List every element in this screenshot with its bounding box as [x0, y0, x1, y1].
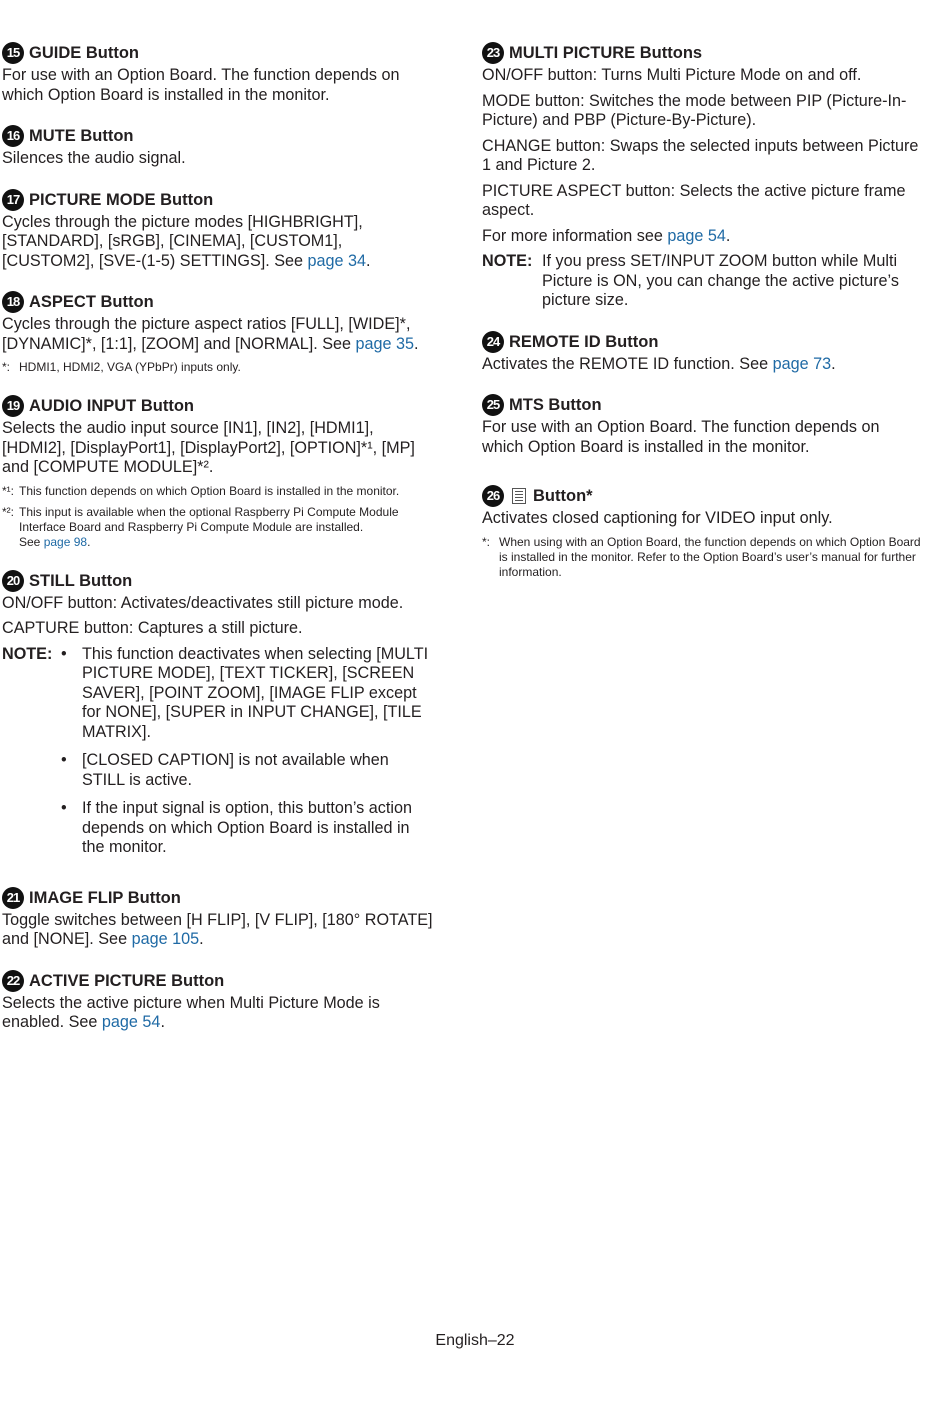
page-link[interactable]: page 34 [307, 251, 367, 270]
body-end: . [199, 930, 204, 948]
footnote-mark: *²: [2, 504, 14, 519]
heading-text: MUTE Button [29, 127, 134, 145]
body-text: For more information see [482, 226, 668, 245]
page-link[interactable]: page 73 [772, 354, 832, 373]
section-heading [2, 291, 434, 313]
note-label: NOTE: [2, 644, 53, 663]
section-body: Silences the audio signal. [2, 149, 186, 167]
number-badge: 26 [482, 485, 504, 507]
section-heading [2, 570, 434, 592]
section-aspect-button [2, 291, 434, 375]
heading-text: IMAGE FLIP Button [29, 888, 181, 907]
bullet-icon: • [61, 644, 67, 663]
page-link[interactable]: page 105 [131, 930, 200, 948]
body-end: . [366, 251, 371, 270]
section-audio-input-button [2, 395, 434, 550]
closed-caption-icon [512, 488, 526, 504]
heading-text: STILL Button [29, 571, 133, 590]
bullet-text: If the input signal is option, this button’s action depends on which Option Board is installed in the monitor. [82, 799, 412, 856]
section-heading [482, 42, 922, 64]
note-block [2, 645, 434, 867]
section-body [2, 315, 434, 354]
section-heading [482, 485, 922, 507]
bullet-text: [CLOSED CAPTION] is not available when STILL is active. [82, 751, 389, 789]
body-end: . [160, 1013, 165, 1031]
footnote-text: HDMI1, HDMI2, VGA (YPbPr) inputs only. [19, 360, 241, 374]
number-badge: 19 [2, 395, 24, 417]
footnote-end: . [87, 534, 91, 549]
number-badge: 21 [2, 887, 24, 909]
section-heading [2, 970, 434, 992]
section-heading [482, 394, 922, 416]
body-text: Toggle switches between [H FLIP], [V FLIP], [180° ROTATE] and [NONE]. See [2, 910, 433, 948]
footnote-mark: *: [482, 534, 491, 549]
page-link[interactable]: page 98 [43, 534, 88, 549]
number-badge: 24 [482, 331, 504, 353]
section-body: Activates closed captioning for VIDEO input only. [482, 509, 833, 527]
section-body [482, 227, 922, 247]
section-remote-id-button [482, 331, 922, 375]
heading-text: ACTIVE PICTURE Button [29, 971, 225, 990]
bullet-text: This function deactivates when selecting [MULTI PICTURE MODE], [TEXT TICKER], [SCREEN SAVER], [POINT ZOOM], [IMAGE FLIP except for NONE], [SUPER in INPUT CHANGE], [TILE MATRIX]. [82, 644, 429, 741]
body-end: . [831, 354, 836, 373]
section-body: For use with an Option Board. The function depends on which Option Board is installed in the monitor. [2, 66, 400, 104]
footnote [2, 505, 434, 550]
section-heading [2, 887, 434, 909]
note-bullets [61, 645, 434, 867]
heading-text: Button* [533, 487, 593, 505]
note-text: If you press SET/INPUT ZOOM button while Multi Picture is ON, you can change the active picture’s picture size. [542, 252, 899, 309]
section-body [2, 994, 434, 1033]
section-body [482, 355, 922, 375]
section-heading [2, 395, 434, 417]
section-heading [2, 189, 434, 211]
body-end: . [414, 334, 419, 353]
section-caption-button [482, 485, 922, 580]
footnote [482, 535, 922, 580]
section-mute-button [2, 125, 434, 169]
body-text: Activates the REMOTE ID function. See [482, 354, 773, 373]
section-heading [2, 42, 434, 64]
note-block [482, 252, 922, 311]
footnote-text: When using with an Option Board, the function depends on which Option Board is installed in the monitor. Refer to the Option Board’s user’s manual for further information. [499, 534, 921, 579]
footnote-text: This function depends on which Option Board is installed in the monitor. [19, 483, 400, 498]
section-body: CAPTURE button: Captures a still picture. [2, 619, 303, 637]
number-badge: 16 [2, 125, 24, 147]
body-end: . [725, 226, 731, 245]
section-body: PICTURE ASPECT button: Selects the active picture frame aspect. [482, 181, 906, 219]
section-body: MODE button: Switches the mode between PIP (Picture-In-Picture) and PBP (Picture-By-Picture). [482, 91, 907, 129]
section-multi-picture-buttons [482, 42, 922, 311]
number-badge: 18 [2, 291, 24, 313]
section-heading [2, 125, 434, 147]
body-text: Cycles through the picture aspect ratios [FULL], [WIDE]*, [DYNAMIC]*, [1:1], [ZOOM] and [NORMAL]. See [2, 315, 411, 353]
section-body: ON/OFF button: Activates/deactivates still picture mode. [2, 593, 404, 612]
page-link[interactable]: page 54 [667, 226, 726, 245]
section-picture-mode-button [2, 189, 434, 272]
section-active-picture-button [2, 970, 434, 1033]
footnote-see: See [19, 534, 44, 549]
section-mts-button [482, 394, 922, 457]
number-badge: 20 [2, 570, 24, 592]
heading-text: ASPECT Button [29, 293, 154, 311]
section-body [2, 213, 434, 272]
heading-text: REMOTE ID Button [509, 332, 659, 351]
left-column [2, 42, 434, 1053]
number-badge: 25 [482, 394, 504, 416]
number-badge: 15 [2, 42, 24, 64]
page-footer: English–22 [435, 1332, 515, 1349]
heading-text: GUIDE Button [29, 44, 139, 62]
page-link[interactable]: page 54 [101, 1013, 161, 1031]
body-text: Cycles through the picture modes [HIGHBRIGHT], [STANDARD], [sRGB], [CINEMA], [CUSTOM1], [CUSTOM2], [SVE-(1-5) SETTINGS]. See [2, 212, 363, 270]
heading-text: MTS Button [509, 396, 602, 414]
body-text: Selects the active picture when Multi Picture Mode is enabled. See [2, 993, 380, 1031]
section-body: ON/OFF button: Turns Multi Picture Mode on and off. [482, 66, 862, 84]
bullet-icon: • [61, 799, 67, 817]
footnote-text [19, 505, 434, 550]
footnote-mark: *: [2, 360, 11, 374]
section-body: For use with an Option Board. The function depends on which Option Board is installed in the monitor. [482, 418, 880, 456]
section-body [2, 911, 434, 950]
footnote-mark: *¹: [2, 483, 14, 498]
section-heading [482, 331, 922, 353]
right-column [482, 42, 922, 600]
number-badge: 17 [2, 189, 24, 211]
number-badge: 22 [2, 970, 24, 992]
section-guide-button [2, 42, 434, 105]
bullet-item [61, 751, 434, 790]
footnote-body: This input is available when the optional Raspberry Pi Compute Module Interface Board and Raspberry Pi Compute Module are installed. [19, 504, 399, 534]
section-body: Selects the audio input source [IN1], [IN2], [HDMI1], [HDMI2], [DisplayPort1], [DisplayPort2], [OPTION]*¹, [MP] and [COMPUTE MODULE]*². [2, 419, 415, 476]
section-image-flip-button [2, 887, 434, 950]
heading-text: MULTI PICTURE Buttons [509, 44, 703, 62]
number-badge: 23 [482, 42, 504, 64]
bullet-item [61, 645, 434, 743]
bullet-icon: • [61, 751, 67, 769]
footnote [2, 484, 434, 499]
page-link[interactable]: page 35 [355, 334, 415, 353]
heading-text: PICTURE MODE Button [29, 190, 214, 209]
footnote [2, 360, 434, 375]
bullet-item [61, 799, 434, 858]
heading-text: AUDIO INPUT Button [29, 397, 194, 415]
note-label: NOTE: [482, 252, 533, 270]
section-still-button [2, 570, 434, 867]
section-body: CHANGE button: Swaps the selected inputs between Picture 1 and Picture 2. [482, 136, 919, 174]
